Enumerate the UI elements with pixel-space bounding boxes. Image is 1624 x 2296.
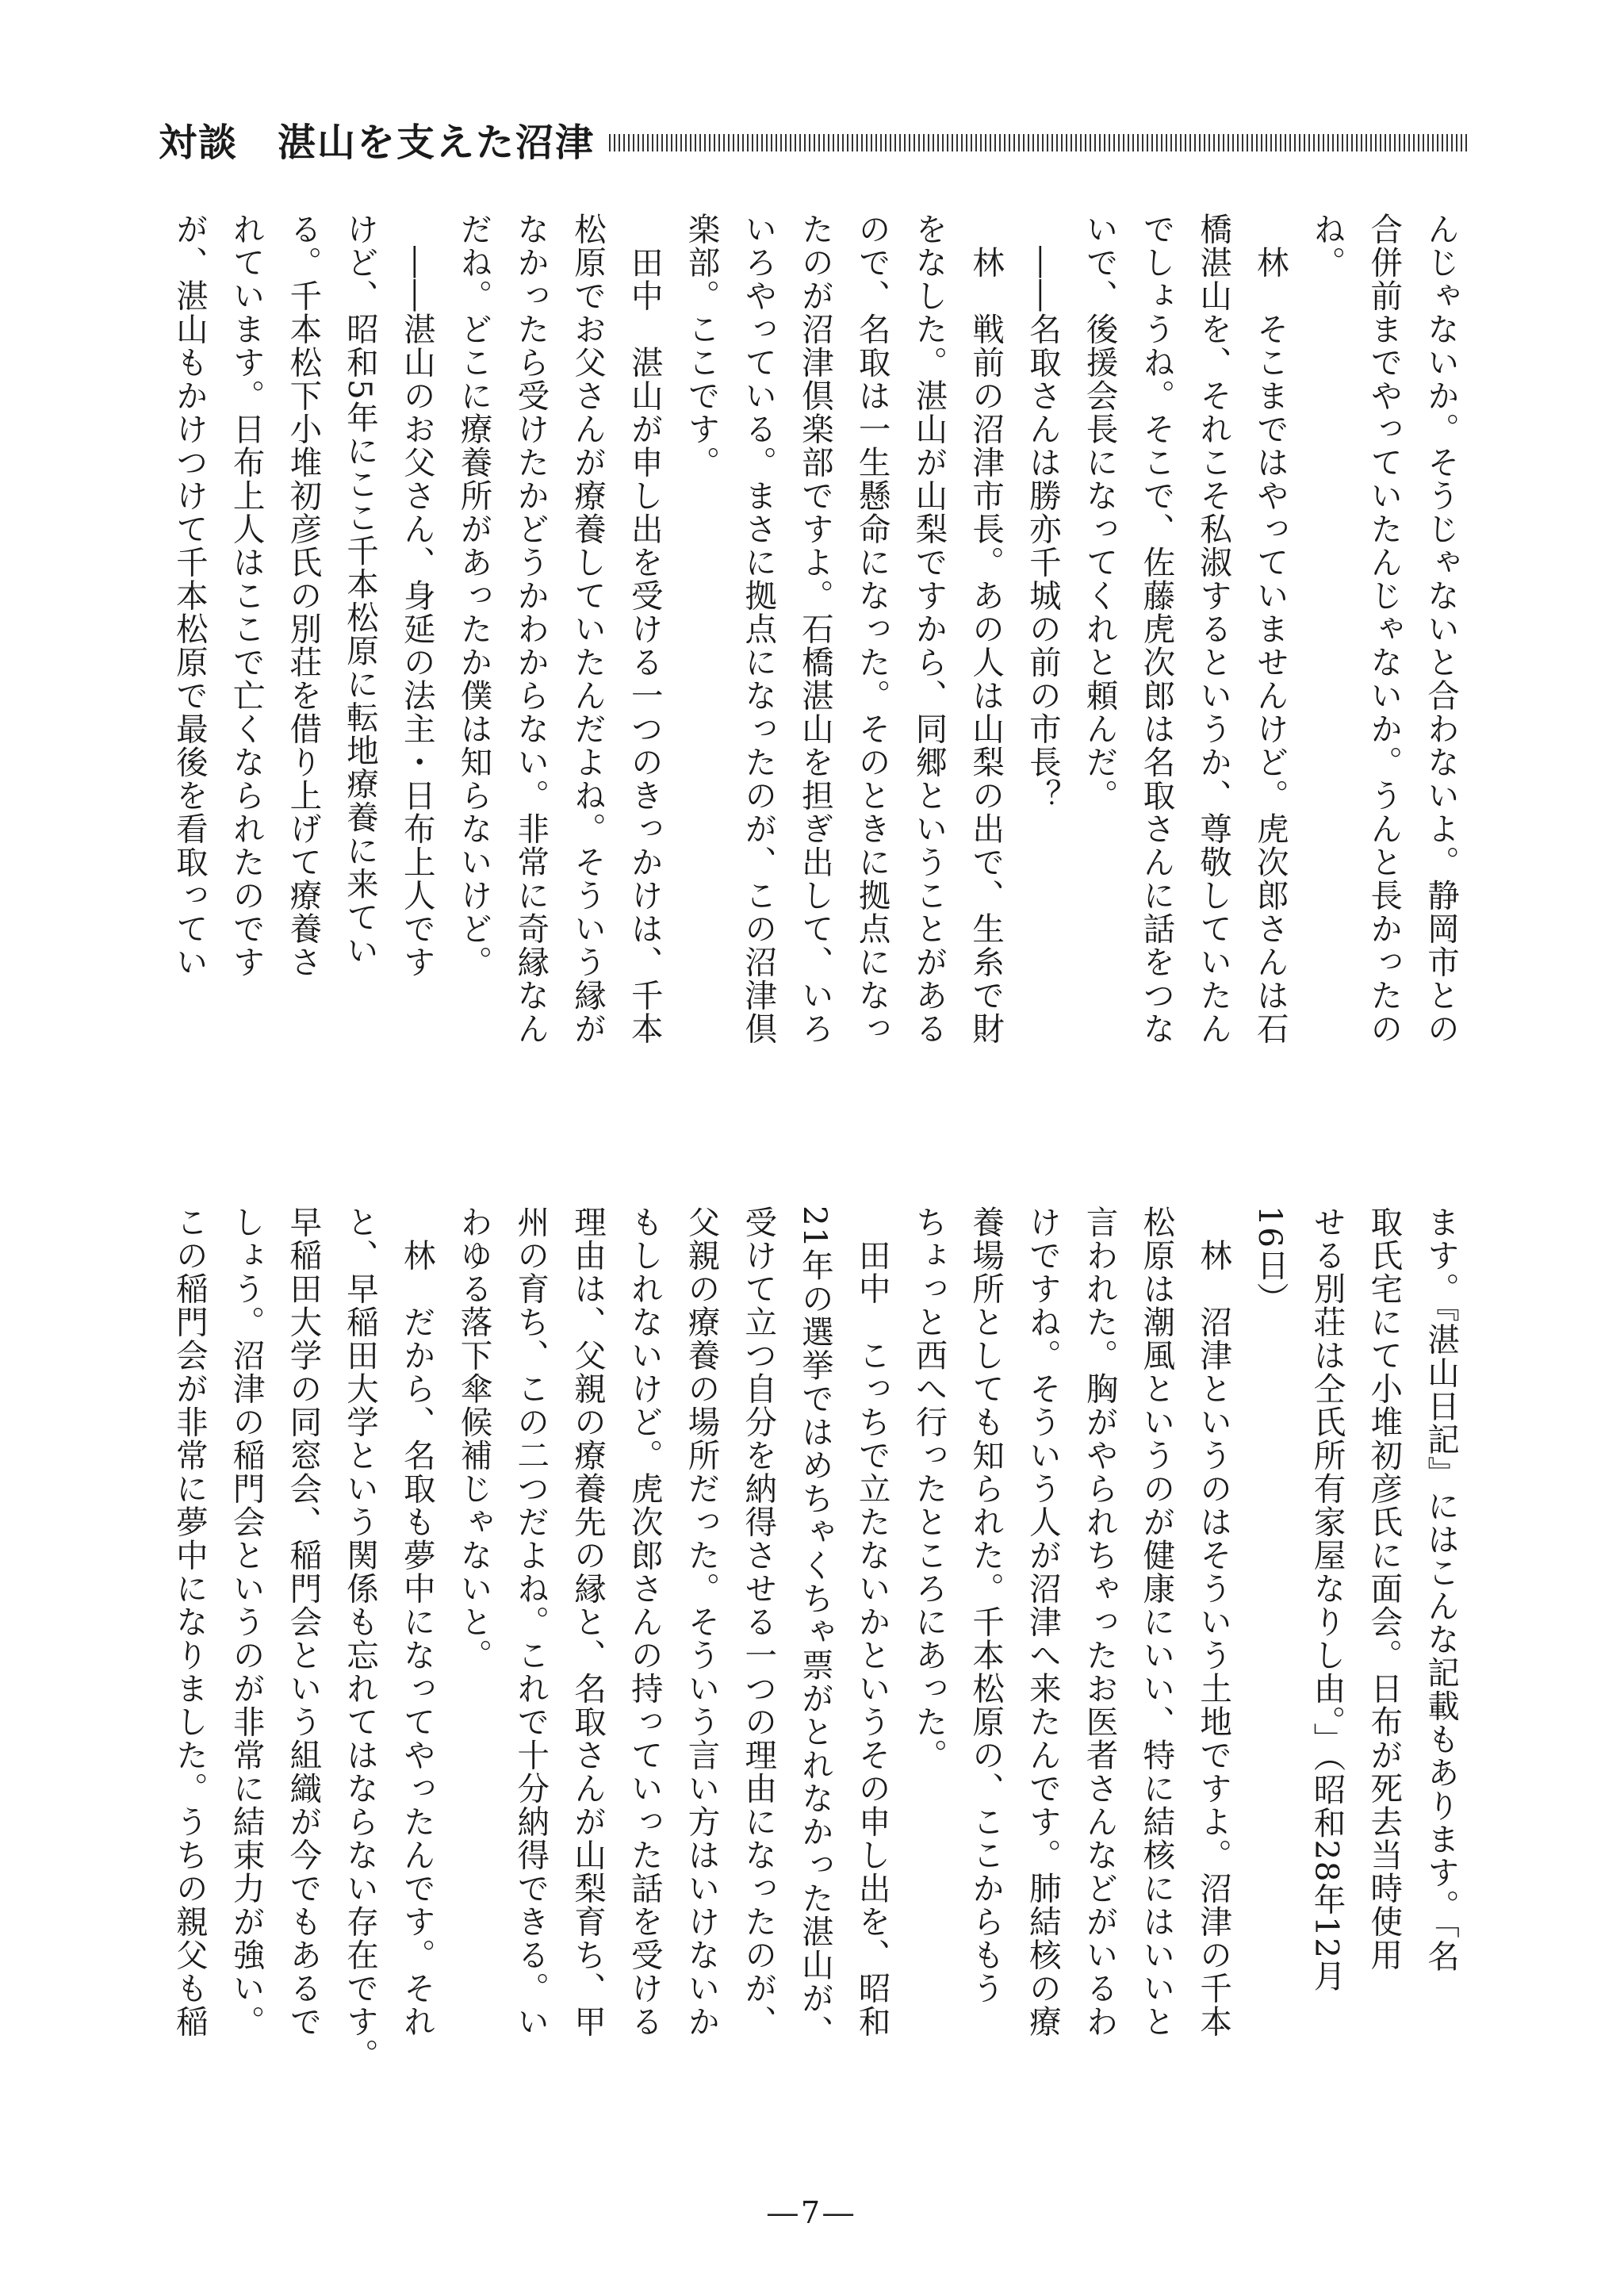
text-column: ね。: [1308, 213, 1346, 279]
text-column: わゆる落下傘候補じゃないと。: [454, 1205, 493, 1672]
text-column: 受けて立つ自分を納得させる一つの理由になったのが、: [739, 1205, 778, 2038]
text-column: でしょうね。そこで、佐藤虎次郎は名取さんに話をつな: [1137, 213, 1176, 1045]
text-column: だね。どこに療養所があったか僕は知らないけど。: [454, 213, 493, 979]
text-column: 林 だから、名取も夢中になってやったんです。それ: [397, 1205, 436, 2038]
text-column: 田中 こっちで立たないかというその申し出を、昭和: [852, 1205, 891, 2038]
text-column: ――湛山のお父さん、身延の法主・日布上人です: [397, 213, 436, 979]
text-column: 松原でお父さんが療養していたんだよね。そういう縁が: [568, 213, 607, 1045]
page-header: [159, 115, 1467, 171]
text-column: ます。『湛山日記』にはこんな記載もあります。「名: [1422, 1205, 1460, 1973]
text-column: れています。日布上人はここで亡くなられたのです: [227, 213, 266, 979]
text-column: んじゃないか。そうじゃないと合わないよ。静岡市との: [1422, 213, 1460, 1045]
text-column: 林 戦前の沼津市長。あの人は山梨の出で、生糸で財: [967, 213, 1005, 1045]
text-column: 取氏宅にて小堆初彦氏に面会。日布が死去当時使用: [1365, 1205, 1404, 1972]
header-title: 対談 湛山を支えた沼津: [159, 121, 596, 165]
text-column: たのが沼津倶楽部ですよ。石橋湛山を担ぎ出して、いろ: [795, 213, 834, 1045]
text-column: 合併前までやっていたんじゃないか。うんと長かったの: [1365, 213, 1404, 1045]
text-column: 松原は潮風というのが健康にいい、特に結核にはいいと: [1137, 1205, 1176, 2038]
text-column: もしれないけど。虎次郎さんの持っていった話を受ける: [625, 1205, 664, 2038]
text-column: をなした。湛山が山梨ですから、同郷ということがある: [910, 213, 948, 1045]
text-column: が、湛山もかけつけて千本松原で最後を看取ってい: [170, 213, 209, 979]
text-column: 早稲田大学の同窓会、稲門会という組織が今でもあるで: [284, 1205, 323, 2038]
text-column: しょう。沼津の稲門会というのが非常に結束力が強い。: [227, 1205, 266, 2038]
header-rule: [609, 134, 1467, 151]
bottom-text-block: [161, 1205, 1469, 2141]
text-column: 田中 湛山が申し出を受ける一つのきっかけは、千本: [625, 213, 664, 1045]
text-column: 林 そこまではやっていませんけど。虎次郎さんは石: [1251, 213, 1289, 1045]
text-column: 言われた。胸がやられちゃったお医者さんなどがいるわ: [1080, 1205, 1119, 2038]
text-column: 楽部。ここです。: [682, 213, 721, 479]
text-column: と、早稲田大学という関係も忘れてはならない存在です。: [341, 1205, 380, 2072]
text-column: けですね。そういう人が沼津へ来たんです。肺結核の療: [1023, 1205, 1062, 2038]
top-text-block: [161, 213, 1469, 1152]
text-column: 養場所としても知られた。千本松原の、ここからもう: [967, 1205, 1005, 2005]
text-column: 父親の療養の場所だった。そういう言い方はいけないか: [682, 1205, 721, 2038]
text-column: 林 沼津というのはそういう土地ですよ。沼津の千本: [1194, 1205, 1233, 2038]
text-column: せる別荘は仝氏所有家屋なりし由。」（昭和28年12月: [1308, 1205, 1346, 1993]
text-column: ので、名取は一生懸命になった。そのときに拠点になっ: [852, 213, 891, 1045]
text-column: いろやっている。まさに拠点になったのが、この沼津倶: [739, 213, 778, 1045]
text-column: 21年の選挙ではめちゃくちゃ票がとれなかった湛山が、: [795, 1205, 834, 2049]
text-column: いで、後援会長になってくれと頼んだ。: [1080, 213, 1119, 812]
text-column: ちょっと西へ行ったところにあった。: [910, 1205, 948, 1772]
page-number: ―7―: [767, 2195, 857, 2230]
text-column: 理由は、父親の療養先の縁と、名取さんが山梨育ち、甲: [568, 1205, 607, 2038]
text-column: 橋湛山を、それこそ私淑するというか、尊敬していたん: [1194, 213, 1233, 1045]
text-column: 州の育ち、この二つだよね。これで十分納得できる。い: [511, 1205, 550, 2038]
text-column: けど、昭和5年にここ千本松原に転地療養に来てい: [341, 213, 380, 968]
text-column: この稲門会が非常に夢中になりました。うちの親父も稲: [170, 1205, 209, 2038]
text-column: る。千本松下小堆初彦氏の別荘を借り上げて療養さ: [284, 213, 323, 979]
text-column: 16日）: [1251, 1205, 1289, 1316]
text-column: ――名取さんは勝亦千城の前の市長？: [1023, 213, 1062, 812]
text-column: なかったら受けたかどうかわからない。非常に奇縁なん: [511, 213, 550, 1045]
